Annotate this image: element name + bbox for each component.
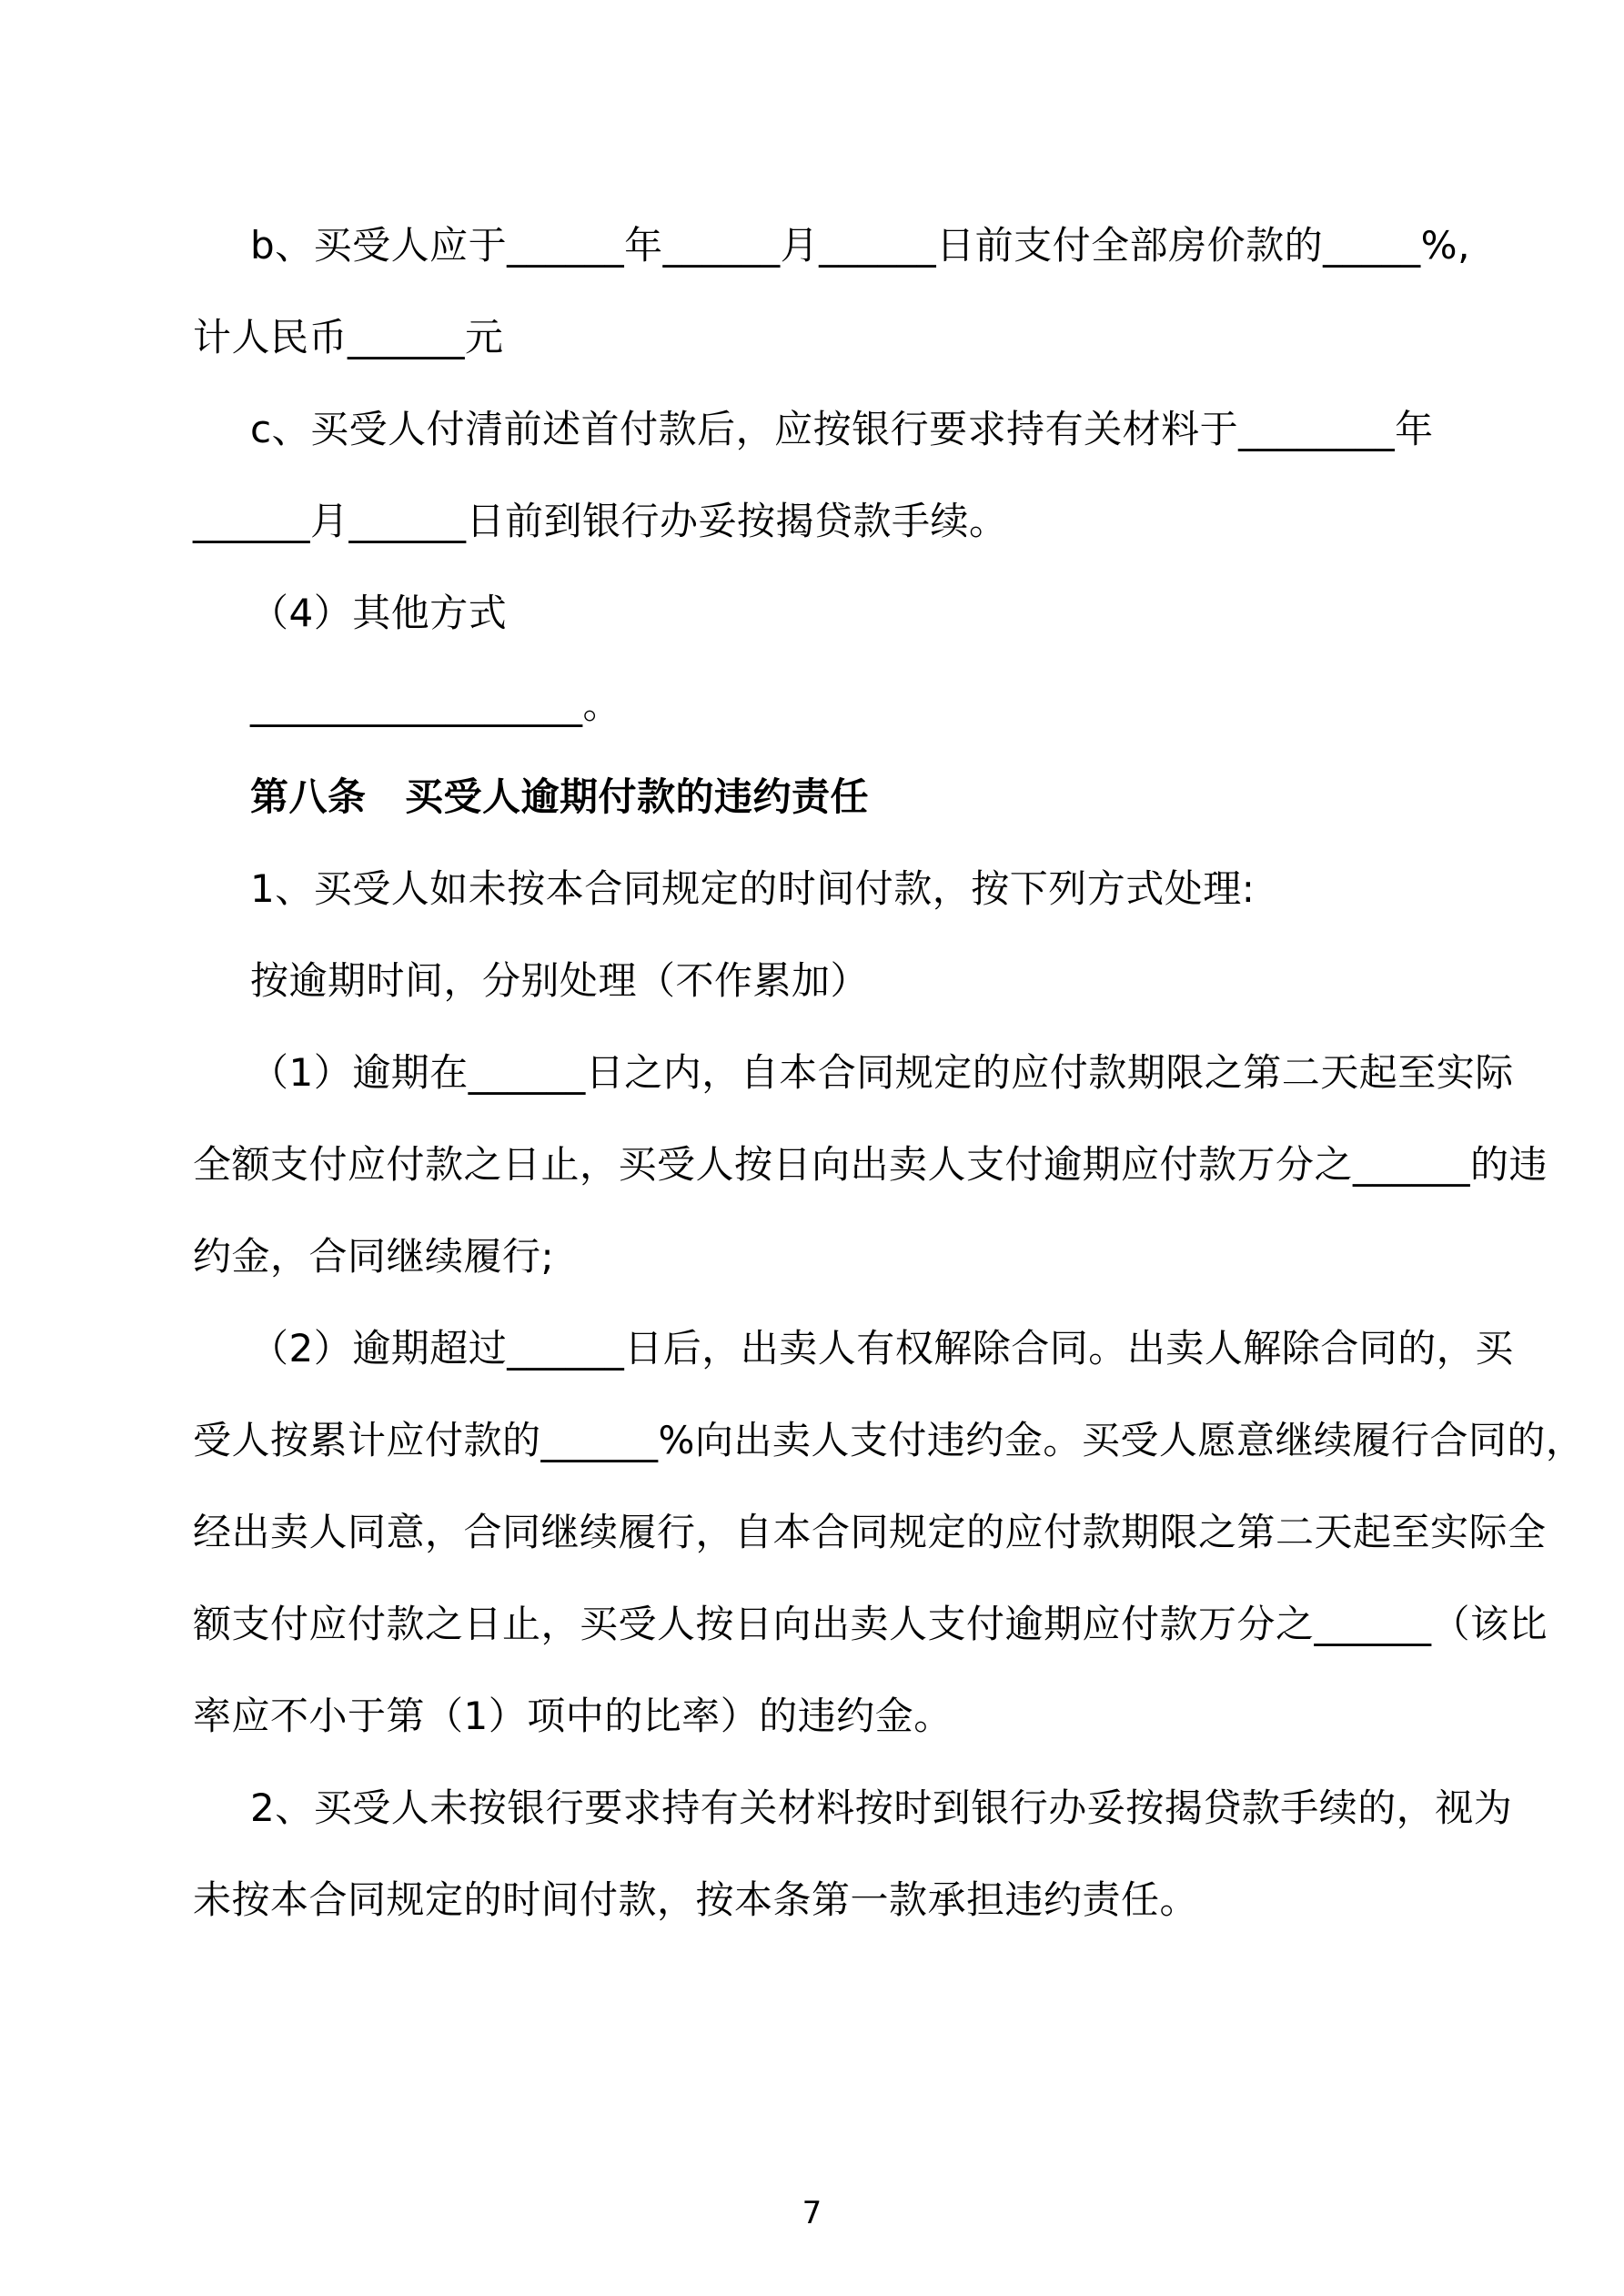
text-line-16: 额支付应付款之日止，买受人按日向出卖人支付逾期应付款万分之______（该比 xyxy=(193,1602,1548,1646)
text-line-6: _________________。 xyxy=(250,683,622,727)
text-line-15: 经出卖人同意，合同继续履行，自本合同规定的应付款期限之第二天起至实际全 xyxy=(193,1510,1547,1554)
text-line-2: 计人民币______元 xyxy=(193,315,504,359)
text-line-12: 约金，合同继续履行; xyxy=(193,1234,555,1279)
page-number: 7 xyxy=(802,2195,822,2231)
document-content xyxy=(193,199,1585,1946)
text-line-1: b、买受人应于______年______月______日前支付全部房价款的_____%, xyxy=(250,223,1470,268)
text-line-13: （2）逾期超过______日后，出卖人有权解除合同。出卖人解除合同的，买 xyxy=(250,1326,1514,1371)
text-line-5: （4）其他方式 xyxy=(250,591,508,635)
text-line-11: 全额支付应付款之日止，买受人按日向出卖人支付逾期应付款万分之______的违 xyxy=(193,1142,1548,1187)
text-line-9: 按逾期时间，分别处理（不作累加） xyxy=(250,958,870,1003)
text-line-3: c、买受人付清前述首付款后，应按银行要求持有关材料于________年 xyxy=(250,407,1434,451)
text-line-19: 未按本合同规定的时间付款，按本条第一款承担违约责任。 xyxy=(193,1877,1199,1922)
text-line-18: 2、买受人未按银行要求持有关材料按时到银行办妥按揭贷款手续的，视为 xyxy=(250,1785,1513,1830)
text-line-7: 第八条 买受人逾期付款的违约责任 xyxy=(250,774,870,819)
text-line-4: ______月______日前到银行办妥按揭贷款手续。 xyxy=(193,499,1008,543)
text-line-10: （1）逾期在______日之内，自本合同规定的应付款期限之第二天起至实际 xyxy=(250,1050,1514,1095)
text-line-17: 率应不小于第（1）项中的比率）的违约金。 xyxy=(193,1694,953,1738)
text-line-8: 1、买受人如未按本合同规定的时间付款，按下列方式处理: xyxy=(250,866,1256,911)
text-line-14: 受人按累计应付款的______%向出卖人支付违约金。买受人愿意继续履行合同的， xyxy=(193,1418,1585,1462)
